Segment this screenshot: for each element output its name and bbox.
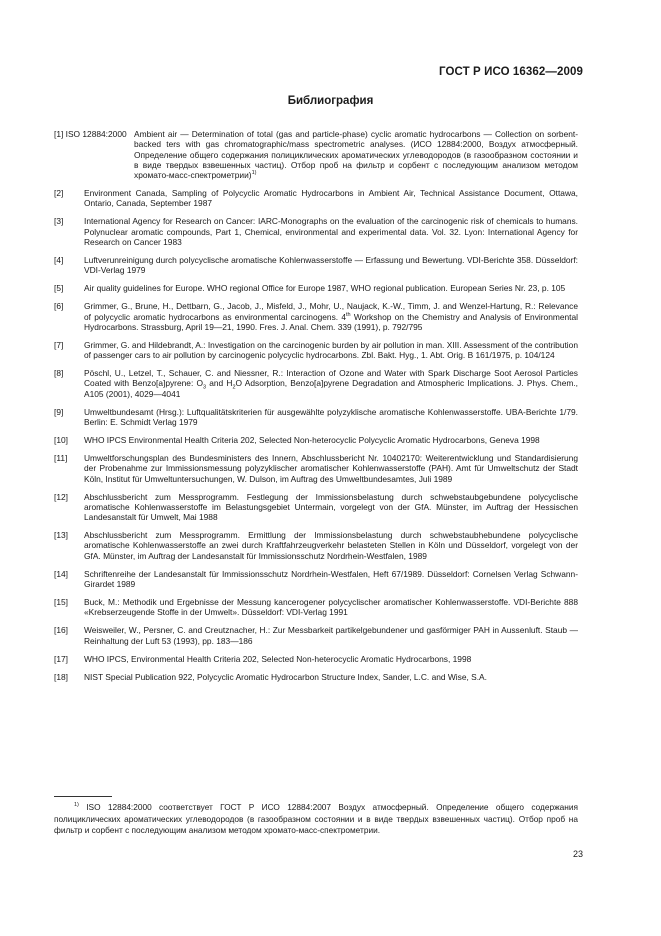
footnote-text: ISO 12884:2000 соответствует ГОСТ Р ИСО 12884:2007 Воздух атмосферный. Определение общего содержания полициклических ароматических углеводородов (в газообразном состоянии и в виде твердых взвешенных частиц). Отбор проб на фильтр и сорбент с последующим анализом методом хромато-масс-спектрометрии. (54, 802, 578, 836)
reference-item (54, 129, 578, 180)
reference-item (54, 283, 578, 293)
reference-item (54, 188, 578, 209)
reference-item (54, 216, 578, 247)
reference-number: [4] (54, 255, 64, 266)
reference-number: [7] (54, 339, 64, 350)
reference-item (54, 301, 578, 332)
reference-text: Buck, M.: Methodik und Ergebnisse der Messung kancerogener polycyclischer aromatischer Kohlenwasserstoffe. VDI-Berichte 888 «Krebserzeugende Stoffe in der Umwelt». Düsseldorf: VDI-Verlag 1991 (84, 597, 578, 618)
footnote-marker: 1) (251, 170, 257, 177)
reference-text: Umweltbundesamt (Hrsg.): Luftqualitätskriterien für ausgewählte polyzyklische aromatische Kohlenwasserstoffe. UBA-Berichte 1/79. Berlin: E. Schmidt Verlag 1979 (84, 406, 578, 428)
reference-text: Weisweiler, W., Persner, C. and Creutznacher, H.: Zur Messbarkeit partikelgebundener und gasförmiger PAH in Aussenluft. Staub — Reinhaltung der Luft 53 (1993), pp. 183—186 (84, 625, 578, 646)
reference-text: WHO IPCS, Environmental Health Criteria 202, Selected Non-heterocyclic Aromatic Hydrocarbons, 1998 (84, 653, 472, 664)
reference-item (54, 453, 578, 484)
footnote-divider (54, 796, 112, 797)
reference-text: NIST Special Publication 922, Polycyclic Aromatic Hydrocarbon Structure Index, Sander, L.C. and Wise, S.A. (84, 671, 487, 682)
reference-item (54, 625, 578, 646)
reference-item (54, 654, 578, 664)
reference-item (54, 530, 578, 561)
reference-item (54, 368, 578, 399)
standard-designation: ГОСТ Р ИСО 16362—2009 (438, 66, 583, 78)
reference-number: [15] (54, 597, 68, 608)
reference-text: Abschlussbericht zum Messprogramm. Ermittlung der Immissionsbelastung durch schwebstaubhebundene polycyclische aromatische Kohlenwasserstoffe an zwei durch Kraftfahrzeugverkehr belasteten Stellen in Köln und Düsseldorf, vorgelegt von der GfA. Münster, im Auftrag der Landesanstalt für Immissionsschutz Nordrhein-Westfalen, 1989 (84, 530, 578, 561)
reference-item (54, 492, 578, 523)
reference-text: Abschlussbericht zum Messprogramm. Festlegung der Immissionsbelastung durch schwebstaubgebundene polycyclische aromatische Kohlenwasserstoffe im Belastungsgebiet Untermain, vorgelegt von der GfA. Münster, im Auftrag der Hessischen Landesanstalt für Umwelt, Mai 1988 (84, 491, 578, 523)
page-number: 23 (572, 849, 583, 859)
reference-text: Umweltforschungsplan des Bundesministers des Innern, Abschlussbericht Nr. 10402170: Weiterentwicklung und Standardisierung der Probenahme zur Immissionsmessung polyzyklischer aromatischer Kohlenwasserstoffe (PAH). Amt für Umweltschutz der Stadt Köln, Institut für Umweltuntersuchungen, W. Dulson, im Auftrag des Umweltbundesamtes, Juli 1989 (84, 453, 578, 484)
reference-item (54, 407, 578, 428)
reference-item (54, 672, 578, 682)
reference-number: [2] (54, 188, 64, 199)
reference-item (54, 340, 578, 361)
footnote (54, 802, 578, 837)
reference-number: [18] (54, 671, 68, 682)
reference-text: Ambient air — Determination of total (gas and particle-phase) cyclic aromatic hydrocarbons — Collection on sorbent-backed ters with gas chromatographic/mass spectrometric analyses. (ИСО 12884:2000, Воздух атмосферный. Определение общего содержания полициклических ароматических углеводородов (в газообразном состоянии и в виде твердых взвешенных частиц). Отбор проб на фильтр и сорбент с последующим анализом методом хромато-масс-спектрометрии)$^{1)}$ (134, 129, 578, 181)
reference-number: [12] (54, 491, 68, 502)
reference-number: [11] (54, 453, 68, 463)
reference-number: [3] (54, 216, 64, 227)
reference-item (54, 435, 578, 445)
reference-number: [17] (54, 653, 68, 664)
reference-text: Schriftenreihe der Landesanstalt für Immissionsschutz Nordrhein-Westfalen, Heft 67/1989. Düsseldorf: Cornelsen Verlag Schwann-Girardet 1989 (84, 568, 578, 590)
reference-item (54, 569, 578, 590)
reference-text: WHO IPCS Environmental Health Criteria 202, Selected Non-heterocyclic Polycyclic Aromatic Hydrocarbons, Geneva 1998 (84, 435, 540, 446)
reference-text: Environment Canada, Sampling of Polycyclic Aromatic Hydrocarbons in Ambient Air, Technical Assistance Document, Ottawa, Ontario, Canada, September 1987 (84, 188, 578, 209)
reference-number: [1] ISO 12884:2000 (54, 129, 127, 139)
reference-number: [13] (54, 530, 68, 541)
reference-number: [5] (54, 283, 64, 294)
reference-text: Luftverunreinigung durch polycyclische aromatische Kohlenwasserstoffe — Erfassung und Bewertung. VDI-Berichte 358. Düsseldorf: VDI-Verlag 1979 (84, 255, 578, 276)
reference-item (54, 255, 578, 276)
reference-text: International Agency for Research on Cancer: IARC-Monographs on the evaluation of the carcinogenic risk of chemicals to humans. Polynuclear aromatic compounds, Part 1, Chemical, environmental and experimental data. Vol. 32. Lyon: International Agency for Research on Cancer 1983 (84, 216, 578, 248)
reference-text: Pöschl, U., Letzel, T., Schauer, C. and Niessner, R.: Interaction of Ozone and Water with Spark Discharge Soot Aerosol Particles Coated with Benzo[a]pyrene: $O_3$ and $H_2O$ Adsorption, Benzo[a]pyrene Degradation and Atmospheric Implications. J. Phys. Chem., A105 (2001), 4029—4041 (84, 368, 578, 399)
bibliography-list (54, 129, 578, 690)
reference-item (54, 597, 578, 618)
footnote-marker: 1) (74, 802, 79, 809)
reference-number: [10] (54, 435, 68, 446)
reference-number: [16] (54, 625, 68, 636)
reference-number: [6] (54, 301, 64, 312)
page-title: Библиография (287, 95, 374, 107)
reference-number: [9] (54, 406, 64, 417)
reference-text: Grimmer, G. and Hildebrandt, A.: Investigation on the carcinogenic burden by air pollution in man. XIII. Assessment of the contribution of passenger cars to air pollution by carcinogenic polycyclic hydrocarbons. Zbl. Bakt. Hyg., 1. Abt. Orig. B 161/1975, p. 104/124 (84, 339, 578, 361)
reference-text: Grimmer, G., Brune, H., Dettbarn, G., Jacob, J., Misfeld, J., Mohr, U., Naujack, K.-W., Timm, J. and Wenzel-Hartung, R.: Relevance of polycyclic aromatic hydrocarbons as environmental carcinogens. 4th Workshop on the Chemistry and Analysis of Environmental Hydrocarbons. Strassburg, April 19—21, 1990. Fres. J. Anal. Chem. 339 (1991), p. 792/795 (84, 301, 579, 332)
reference-number: [14] (54, 568, 68, 579)
reference-text: Air quality guidelines for Europe. WHO regional Office for Europe 1987, WHO regional publication. European Series Nr. 23, p. 105 (84, 283, 566, 294)
reference-number: [8] (54, 368, 64, 379)
